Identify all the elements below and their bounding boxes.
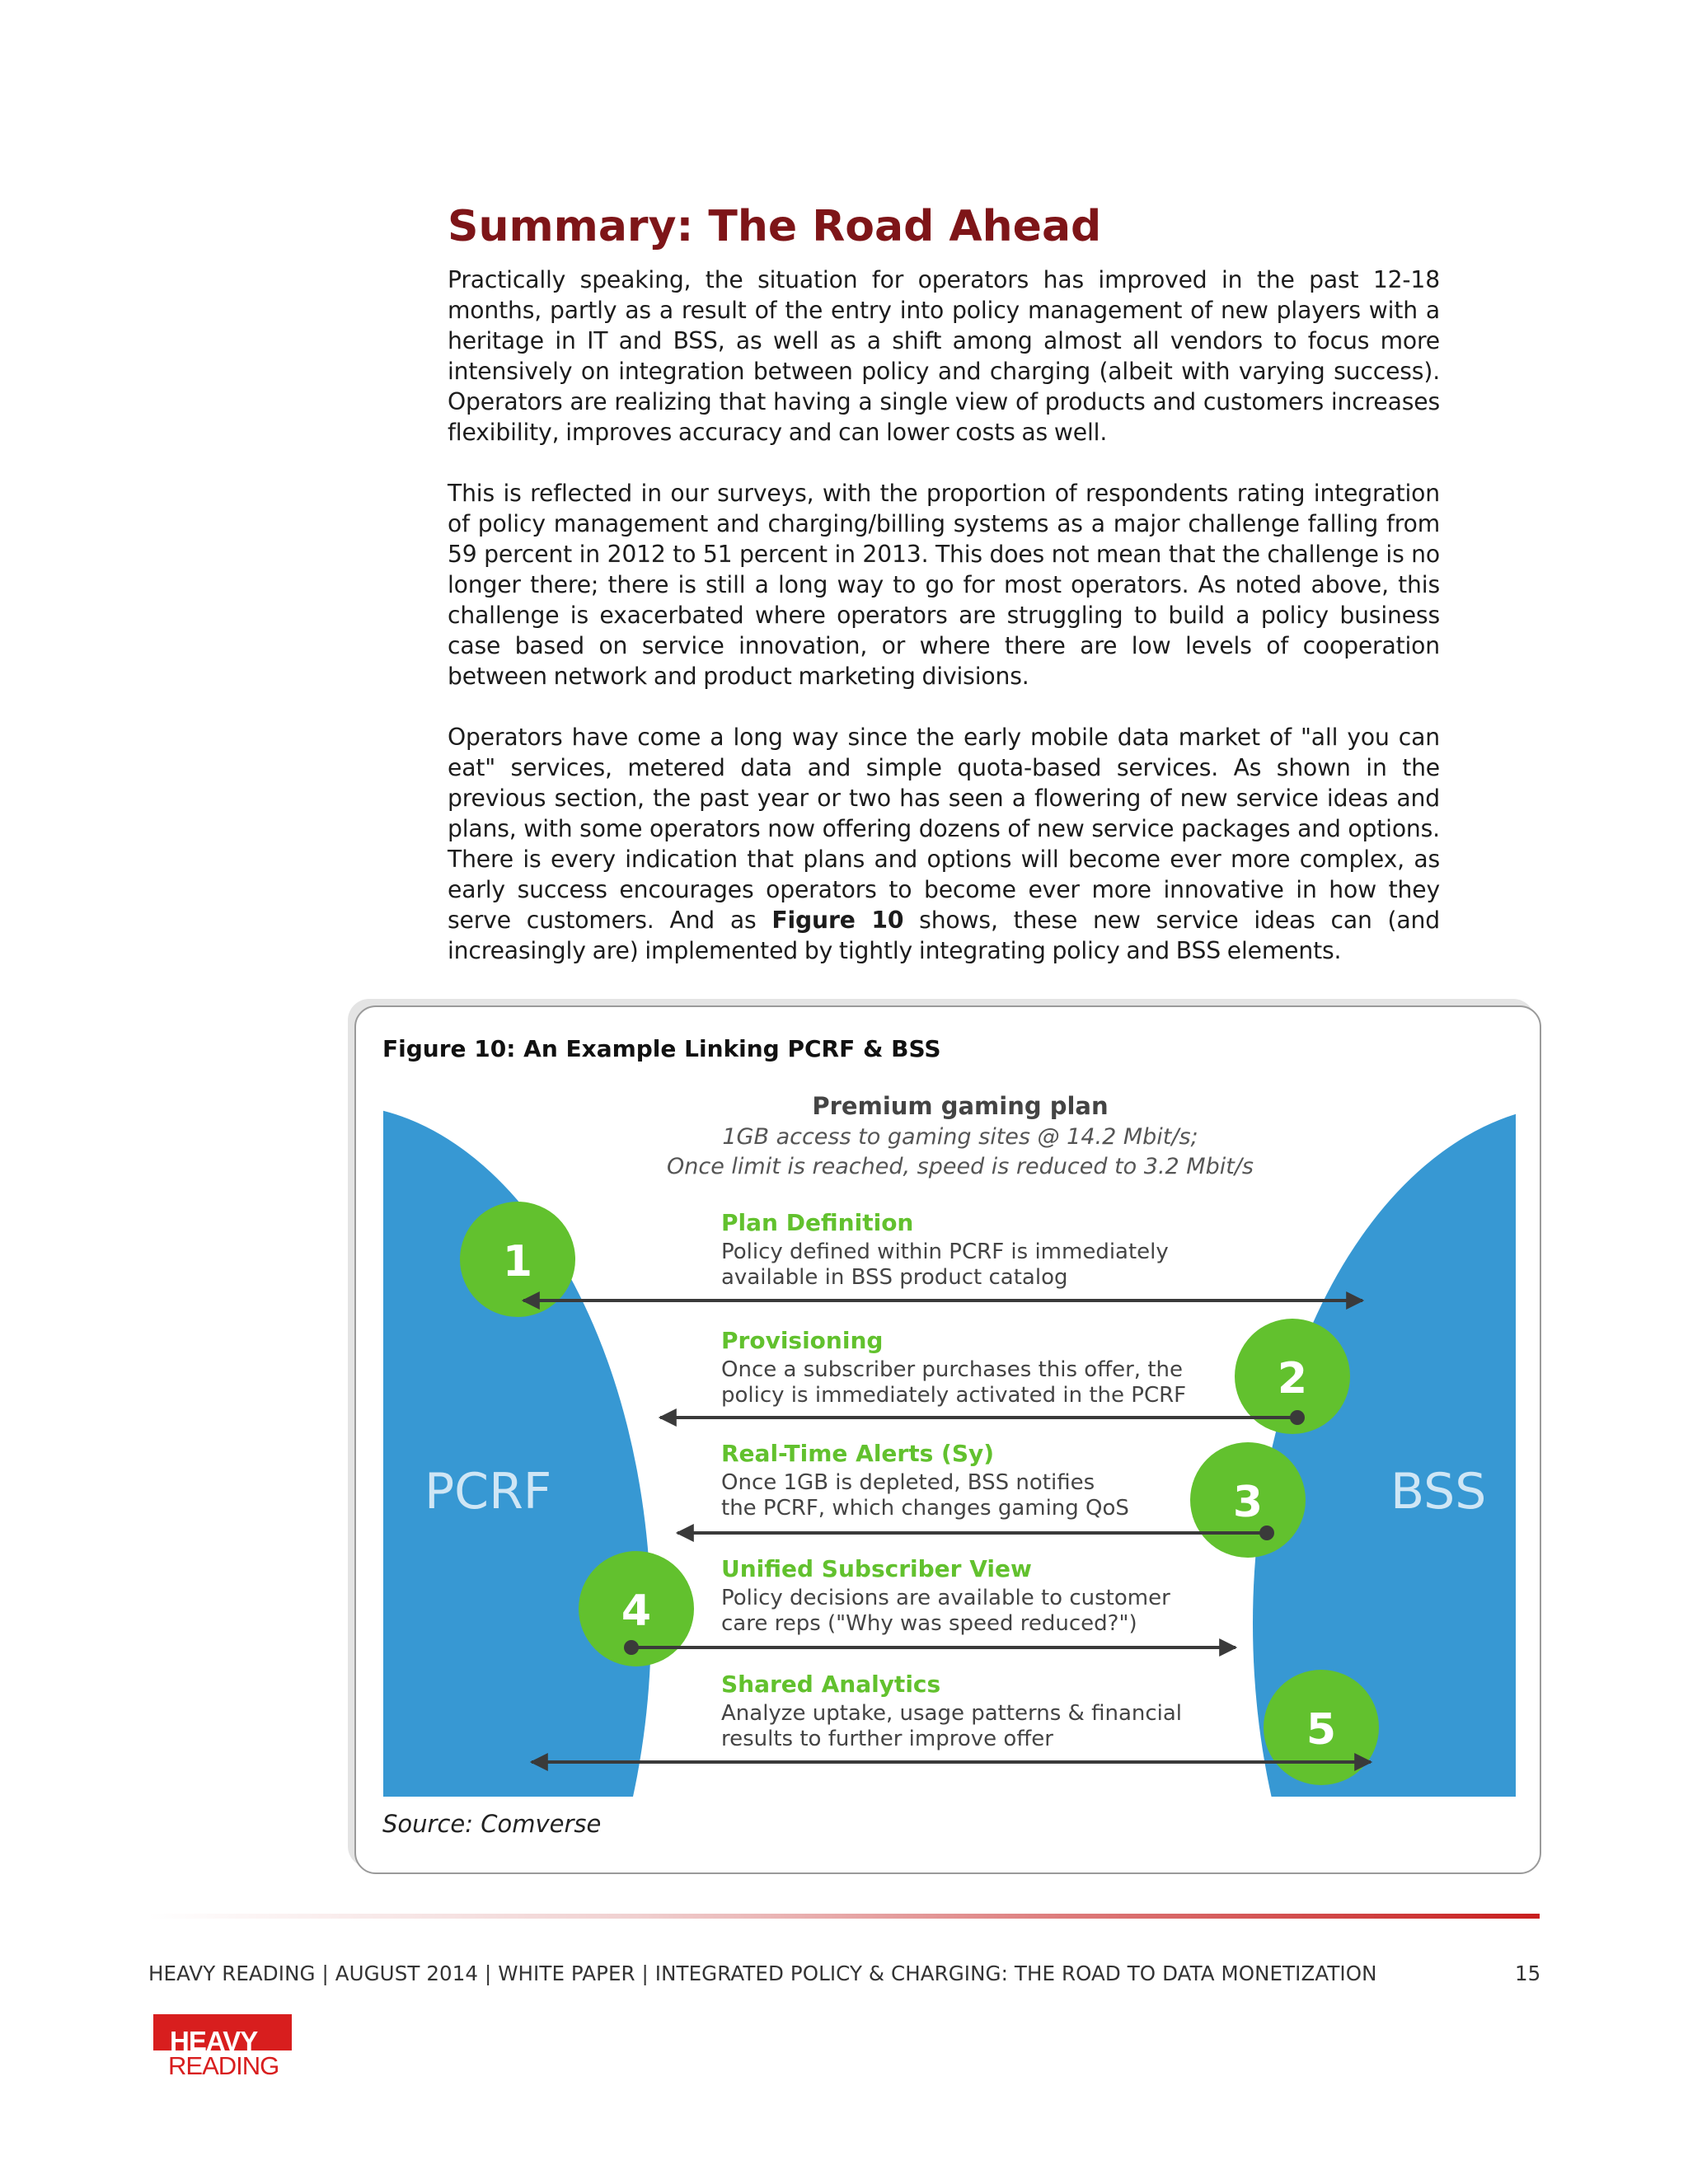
step-4-number: 4 [621, 1586, 652, 1636]
step-5-title: Shared Analytics [721, 1671, 941, 1698]
step-1-line-2: available in BSS product catalog [721, 1265, 1068, 1290]
step-4-line-2: care reps ("Why was speed reduced?") [721, 1611, 1137, 1636]
page-number: 15 [1515, 1961, 1541, 1985]
step-3-line-1: Once 1GB is depleted, BSS notifies [721, 1470, 1095, 1495]
step-4-arrow-origin [624, 1640, 639, 1655]
step-2-title: Provisioning [721, 1327, 884, 1354]
section-heading: Summary: The Road Ahead [448, 202, 1102, 251]
heavy-reading-logo [153, 2014, 292, 2082]
pcrf-label: PCRF [424, 1463, 552, 1521]
step-5-line-1: Analyze uptake, usage patterns & financial [721, 1701, 1183, 1726]
step-5-line-2: results to further improve offer [721, 1727, 1053, 1751]
step-3-title: Real-Time Alerts (Sy) [721, 1440, 995, 1467]
figure-title: Figure 10: An Example Linking PCRF & BSS [382, 1035, 941, 1062]
figure-source: Source: Comverse [382, 1810, 602, 1838]
paragraph-2: This is reflected in our surveys, with the proportion of respondents rating integration of policy management and charging/billing systems as a major challenge falling from 59 percent in 2012 to 51 percent in 2013. This does not mean that the challenge is no longer there; there is still a long way to go for most operators. As noted above, this challenge is exacerbated where operators are struggling to build a policy business case based on service innovation, or where there are low levels of cooperation between network and product marketing divisions. [448, 480, 1440, 690]
footer-rule [148, 1914, 1540, 1919]
figure-reference: Figure 10 [771, 907, 904, 934]
paragraph-1: Practically speaking, the situation for operators has improved in the past 12-18 months, partly as a result of the entry into policy management of new players with a heritage in IT and BSS, as well as a shift among almost all vendors to focus more intensively on integration between policy and charging (albeit with varying success). Operators are realizing that having a single view of products and customers increases flexibility, improves accuracy and can lower costs as well. [448, 266, 1440, 446]
step-2-line-2: policy is immediately activated in the PCRF [721, 1383, 1187, 1408]
step-2-line-1: Once a subscriber purchases this offer, the [721, 1357, 1184, 1382]
main-content [448, 200, 1440, 966]
step-3-number: 3 [1232, 1478, 1264, 1527]
plan-line-2: Once limit is reached, speed is reduced to 3.2 Mbit/s [667, 1154, 1254, 1179]
step-4-line-1: Policy decisions are available to customer [721, 1586, 1170, 1610]
footer-text: HEAVY READING | AUGUST 2014 | WHITE PAPER | INTEGRATED POLICY & CHARGING: THE ROAD TO DATA MONETIZATION [148, 1961, 1377, 1985]
logo-word-2: READING [168, 2051, 279, 2080]
paragraph-3 [448, 722, 1440, 966]
pcrf-bss-diagram [383, 1080, 1516, 1797]
paragraph-3-text-b: shows, these new service ideas can (and increasingly are) implemented by tightly integrating policy and BSS elements. [448, 907, 1440, 964]
paragraph-3-text-a: Operators have come a long way since the early mobile data market of "all you can eat" services, metered data and simple quota-based services. As shown in the previous section, the past year or two has seen a flowering of new service ideas and plans, with some operators now offering dozens of new service packages and options. There is every indication that plans and options will become ever more complex, as early success encourages operators to become ever more innovative in how they serve customers. And as [448, 724, 1440, 934]
plan-line-1: 1GB access to gaming sites @ 14.2 Mbit/s; [722, 1124, 1198, 1150]
logo-word-1: HEAVY [170, 2026, 258, 2056]
step-4-title: Unified Subscriber View [721, 1555, 1032, 1582]
step-3-arrow-origin [1259, 1526, 1274, 1540]
step-2-arrow-origin [1290, 1410, 1305, 1425]
step-1-title: Plan Definition [721, 1209, 914, 1236]
bss-label: BSS [1390, 1463, 1487, 1521]
step-2-number: 2 [1277, 1354, 1308, 1404]
step-3-line-2: the PCRF, which changes gaming QoS [721, 1496, 1129, 1521]
step-5-number: 5 [1306, 1705, 1337, 1755]
step-1-number: 1 [502, 1237, 533, 1286]
step-1-line-1: Policy defined within PCRF is immediately [721, 1240, 1169, 1264]
plan-title: Premium gaming plan [812, 1092, 1109, 1120]
